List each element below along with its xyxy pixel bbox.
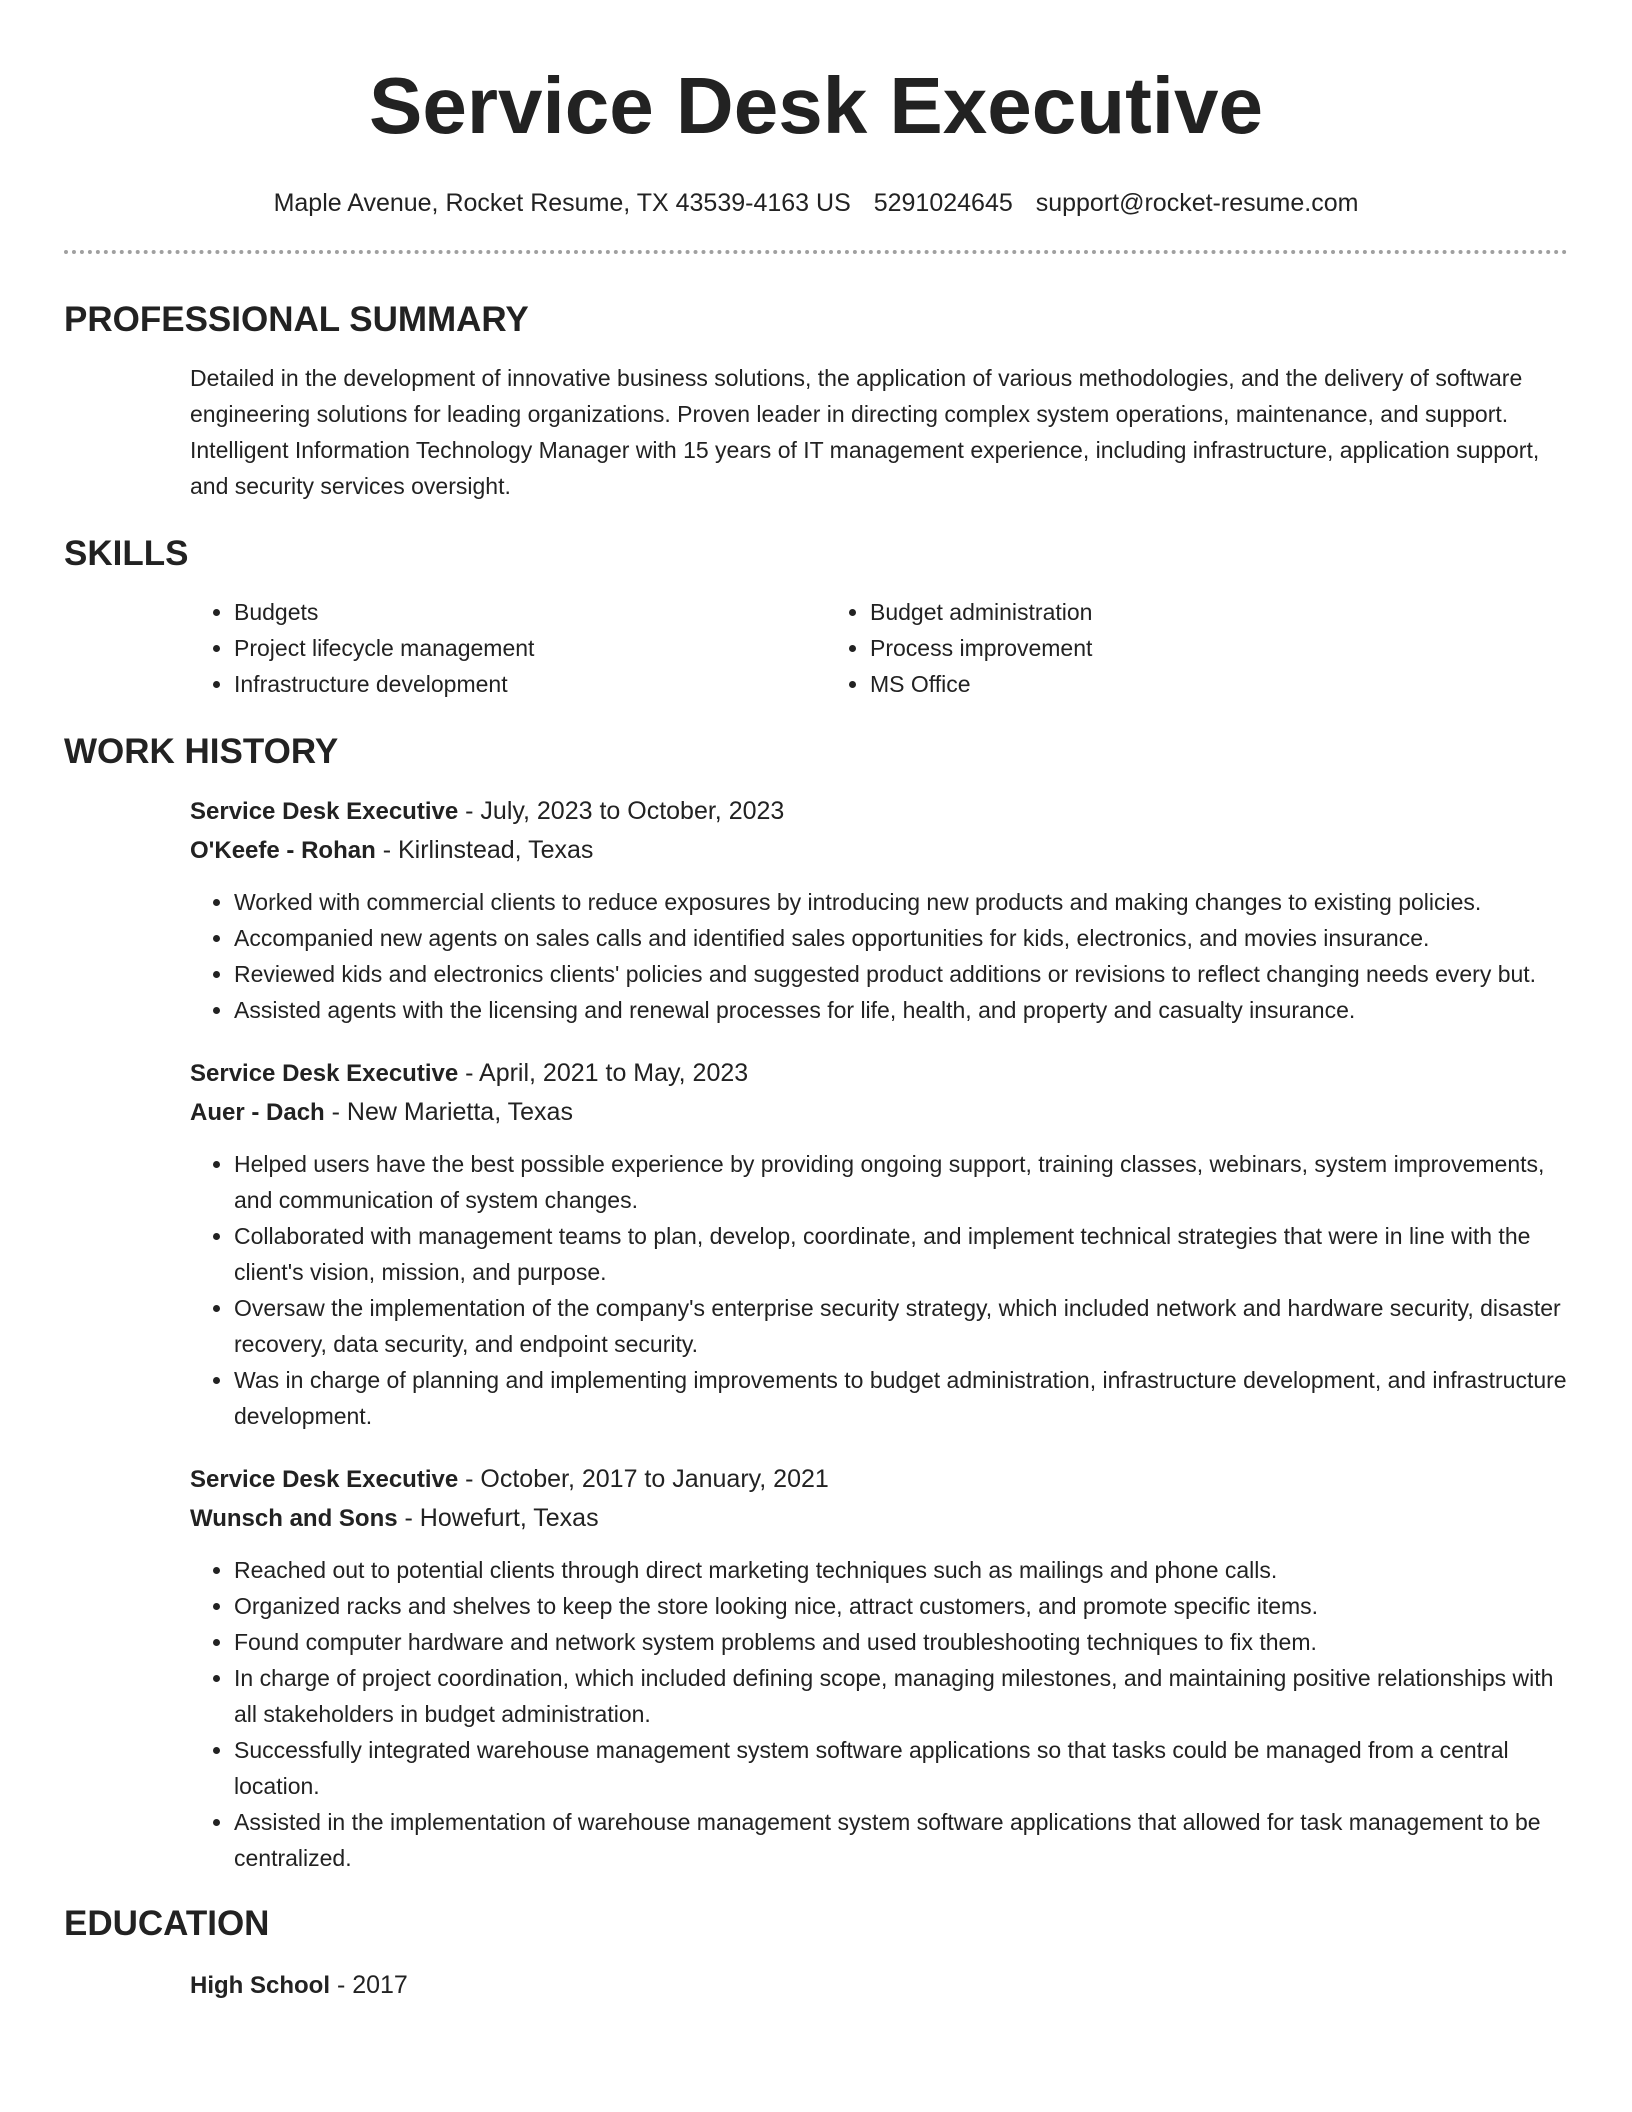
- header-divider: [64, 250, 1568, 254]
- job-bullet: • Assisted in the implementation of warehouse management system software applications that allowed for task management to be centralized.: [234, 1804, 1568, 1876]
- job-bullet: • Successfully integrated warehouse management system software applications so that tasks could be managed from a central location.: [234, 1732, 1568, 1804]
- summary-heading: PROFESSIONAL SUMMARY: [64, 300, 529, 339]
- job-title-line: [190, 792, 1568, 831]
- job-bullet: • Was in charge of planning and implementing improvements to budget administration, infrastructure development, and infrastructure development.: [234, 1362, 1568, 1434]
- job-dates: - July, 2023 to October, 2023: [465, 797, 785, 825]
- job-title-line: [190, 1460, 1568, 1499]
- education-entry: [64, 1966, 1568, 2005]
- job-entry-2: [64, 1054, 1568, 1434]
- job-company: Auer - Dach: [190, 1099, 325, 1126]
- job-title: Service Desk Executive: [190, 1466, 459, 1493]
- job-bullet: • Reviewed kids and electronics clients' policies and suggested product additions or revisions to reflect changing needs every but.: [234, 956, 1568, 992]
- job-company: Wunsch and Sons: [190, 1505, 398, 1532]
- job-bullets: [190, 1552, 1568, 1876]
- summary-text: Detailed in the development of innovative business solutions, the application of various methodologies, and the delivery of software engineering solutions for leading organizations. Proven leader in directing complex system operations, maintenance, and support. Intelligent Information Technology Manager with 15 years of IT management experience, including infrastructure, application support, and security services oversight.: [190, 365, 1540, 499]
- contact-line: [64, 186, 1568, 220]
- job-bullet: • Organized racks and shelves to keep the store looking nice, attract customers, and promote specific items.: [234, 1588, 1568, 1624]
- job-entry-1: [64, 792, 1568, 1028]
- job-dates: - April, 2021 to May, 2023: [465, 1059, 749, 1087]
- skill-item: • Budget administration: [870, 594, 1462, 630]
- job-title-line: [190, 1054, 1568, 1093]
- job-location: - New Marietta, Texas: [331, 1098, 573, 1126]
- job-bullet: • Assisted agents with the licensing and renewal processes for life, health, and property and casualty insurance.: [234, 992, 1568, 1028]
- skills-heading: SKILLS: [64, 534, 189, 573]
- skill-item: • Budgets: [234, 594, 826, 630]
- job-bullets: [190, 1146, 1568, 1434]
- education-heading: EDUCATION: [64, 1904, 270, 1943]
- job-company-line: [190, 1499, 1568, 1538]
- job-bullet: • Accompanied new agents on sales calls and identified sales opportunities for kids, electronics, and movies insurance.: [234, 920, 1568, 956]
- job-location: - Kirlinstead, Texas: [382, 836, 594, 864]
- skill-item: • MS Office: [870, 666, 1462, 702]
- skill-item: • Project lifecycle management: [234, 630, 826, 666]
- contact-email: support@rocket-resume.com: [1035, 189, 1359, 217]
- job-bullet: • Reached out to potential clients through direct marketing techniques such as mailings and phone calls.: [234, 1552, 1568, 1588]
- job-company: O'Keefe - Rohan: [190, 837, 376, 864]
- job-bullets: [190, 884, 1568, 1028]
- job-bullet: • Found computer hardware and network system problems and used troubleshooting techniques to fix them.: [234, 1624, 1568, 1660]
- job-company-line: [190, 831, 1568, 870]
- skill-item: • Process improvement: [870, 630, 1462, 666]
- contact-phone: 5291024645: [873, 189, 1013, 217]
- job-location: - Howefurt, Texas: [404, 1504, 599, 1532]
- job-bullet: • Helped users have the best possible experience by providing ongoing support, training classes, webinars, system improvements, and communication of system changes.: [234, 1146, 1568, 1218]
- job-bullet: • In charge of project coordination, which included defining scope, managing milestones, and maintaining positive relationships with all stakeholders in budget administration.: [234, 1660, 1568, 1732]
- education-year: - 2017: [336, 1971, 408, 1999]
- skills-column-left: [190, 594, 826, 702]
- contact-address: Maple Avenue, Rocket Resume, TX 43539-4163 US: [273, 189, 851, 217]
- job-company-line: [190, 1093, 1568, 1132]
- skills-column-right: [826, 594, 1462, 702]
- candidate-name: Service Desk Executive: [369, 61, 1263, 150]
- job-bullet: • Oversaw the implementation of the company's enterprise security strategy, which included network and hardware security, disaster recovery, data security, and endpoint security.: [234, 1290, 1568, 1362]
- education-degree: High School: [190, 1972, 330, 1999]
- work-history-heading: WORK HISTORY: [64, 732, 339, 771]
- skill-item: • Infrastructure development: [234, 666, 826, 702]
- job-title: Service Desk Executive: [190, 1060, 459, 1087]
- job-bullet: • Collaborated with management teams to plan, develop, coordinate, and implement technical strategies that were in line with the client's vision, mission, and purpose.: [234, 1218, 1568, 1290]
- job-title: Service Desk Executive: [190, 798, 459, 825]
- job-bullet: • Worked with commercial clients to reduce exposures by introducing new products and making changes to existing policies.: [234, 884, 1568, 920]
- job-dates: - October, 2017 to January, 2021: [465, 1465, 829, 1493]
- job-entry-3: [64, 1460, 1568, 1876]
- skills-list: [64, 594, 1568, 702]
